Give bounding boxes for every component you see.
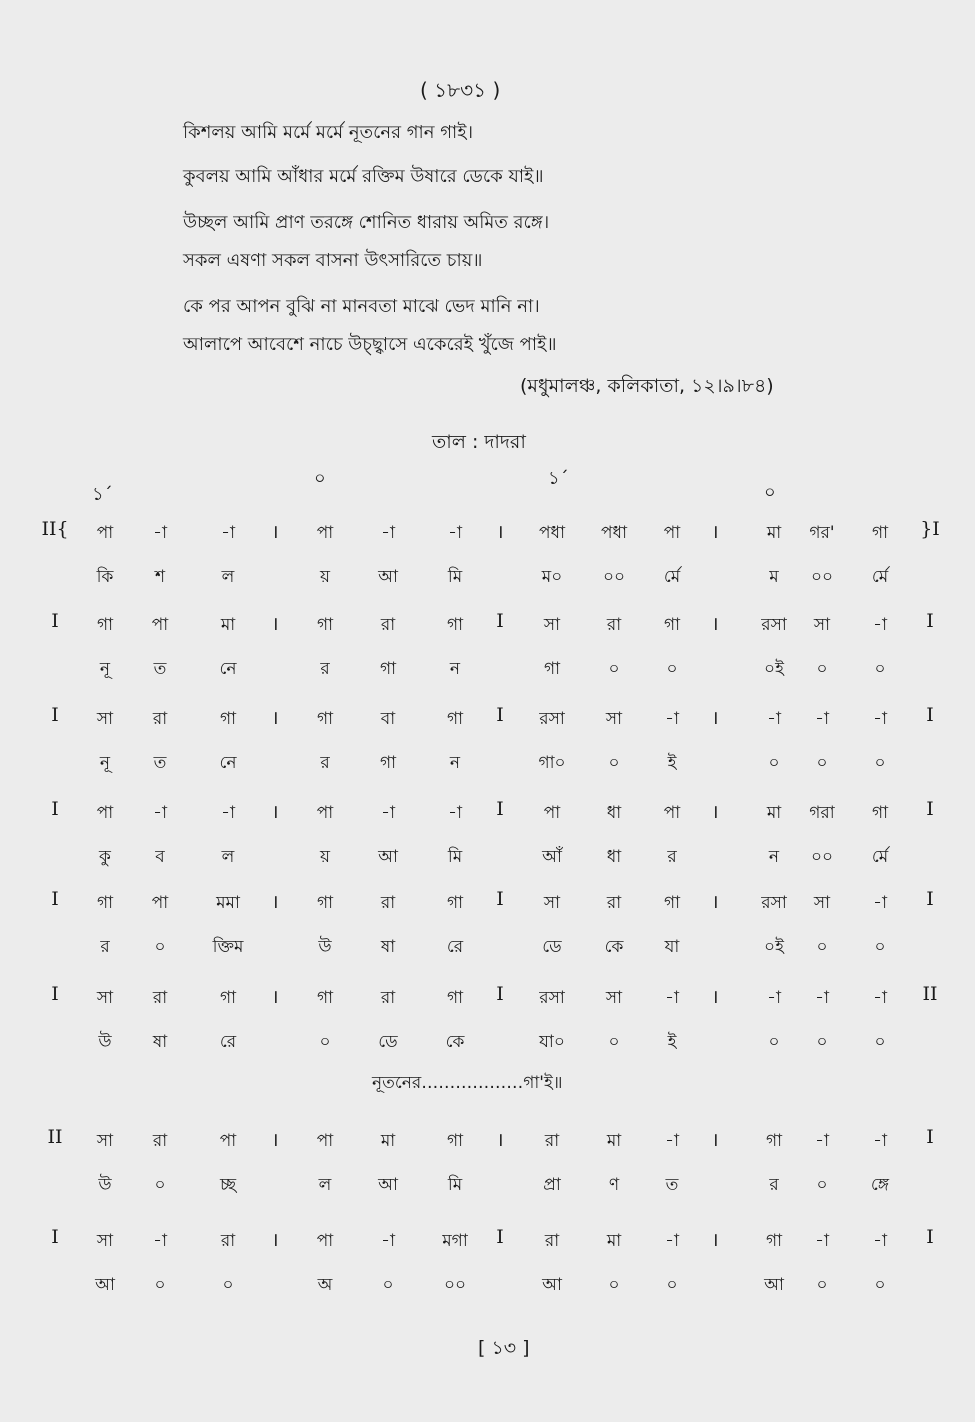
lyric-cell: চ্ছ bbox=[219, 1175, 237, 1195]
bar-line: । bbox=[711, 891, 719, 913]
lyric-cell: নে bbox=[219, 659, 237, 679]
note-cell: -া bbox=[767, 988, 781, 1008]
lyric-cell: ল bbox=[221, 567, 235, 587]
note-cell: গা bbox=[663, 615, 681, 635]
note-cell: গা bbox=[446, 615, 464, 635]
lyric-cell: নে bbox=[219, 753, 237, 773]
lyric-cell: ০০ bbox=[810, 567, 834, 587]
row-end-marker: II bbox=[922, 983, 938, 1005]
lyric-cell: ০ bbox=[154, 937, 166, 957]
note-cell: -া bbox=[153, 803, 167, 823]
poem-line: কুবলয় আমি আঁধার মর্মে রক্তিম উষারে ডেকে যাই॥ bbox=[183, 166, 544, 187]
note-cell: পা bbox=[316, 1231, 334, 1251]
bar-line: । bbox=[271, 521, 279, 543]
tala-heading: তাল : দাদরা bbox=[432, 431, 526, 453]
lyric-cell: ০ bbox=[222, 1275, 234, 1295]
lyric-cell: ০ bbox=[666, 659, 678, 679]
note-cell: -া bbox=[873, 988, 887, 1008]
lyric-cell: ০ bbox=[874, 753, 886, 773]
lyric-cell: ০ bbox=[608, 659, 620, 679]
lyric-cell: অ bbox=[317, 1275, 333, 1295]
lyric-cell: র bbox=[320, 753, 330, 773]
lyric-cell: আ bbox=[378, 567, 398, 587]
lyric-cell: প্রা bbox=[543, 1175, 561, 1195]
note-cell: সা bbox=[96, 709, 114, 729]
note-cell: মগা bbox=[442, 1231, 468, 1251]
note-cell: পা bbox=[316, 523, 334, 543]
note-cell: রা bbox=[220, 1231, 236, 1251]
lyric-cell: ত bbox=[665, 1175, 679, 1195]
lyric-cell: ০০ bbox=[602, 567, 626, 587]
note-cell: রসা bbox=[539, 988, 565, 1008]
row-end-marker: I bbox=[926, 704, 934, 726]
lyric-cell: ক্তিম bbox=[212, 937, 244, 957]
lyric-cell: ০ bbox=[608, 1032, 620, 1052]
lyric-cell: ০ bbox=[874, 937, 886, 957]
poem-line: কে পর আপন বুঝি না মানবতা মাঝে ভেদ মানি না। bbox=[183, 296, 540, 317]
note-cell: রা bbox=[544, 1131, 560, 1151]
row-end-marker: I bbox=[926, 610, 934, 632]
note-cell: রসা bbox=[761, 615, 787, 635]
bar-line: । bbox=[271, 707, 279, 729]
bar-line: I bbox=[496, 610, 504, 632]
lyric-cell: ডে bbox=[542, 937, 562, 957]
note-cell: রসা bbox=[761, 893, 787, 913]
lyric-cell: ষা bbox=[152, 1032, 168, 1052]
note-cell: গা bbox=[765, 1231, 783, 1251]
bar-line: । bbox=[711, 801, 719, 823]
lyric-cell: ণ bbox=[608, 1175, 620, 1195]
lyric-cell: গা bbox=[379, 753, 397, 773]
note-cell: -া bbox=[448, 803, 462, 823]
lyric-cell: র্মে bbox=[871, 567, 889, 587]
lyric-cell: য় bbox=[319, 567, 330, 587]
lyric-cell: গা০ bbox=[538, 753, 566, 773]
bar-line: । bbox=[711, 986, 719, 1008]
bar-line: । bbox=[711, 1129, 719, 1151]
note-cell: -া bbox=[221, 803, 235, 823]
note-cell: মমা bbox=[216, 893, 240, 913]
lyric-cell: রে bbox=[446, 937, 464, 957]
bar-line: । bbox=[271, 613, 279, 635]
row-start-marker: I bbox=[51, 704, 59, 726]
note-cell: পা bbox=[151, 893, 169, 913]
lyric-cell: কি bbox=[96, 567, 114, 587]
lyric-cell: উ bbox=[98, 1032, 112, 1052]
lyric-cell: আ bbox=[542, 1275, 562, 1295]
note-cell: -া bbox=[815, 1231, 829, 1251]
lyric-cell: ০ bbox=[319, 1032, 331, 1052]
lyric-cell: র্মে bbox=[871, 847, 889, 867]
lyric-cell: ০ bbox=[816, 937, 828, 957]
note-cell: গা bbox=[96, 615, 114, 635]
lyric-cell: ল bbox=[318, 1175, 332, 1195]
note-cell: -া bbox=[815, 988, 829, 1008]
lyric-cell: ০ bbox=[382, 1275, 394, 1295]
note-cell: গা bbox=[765, 1131, 783, 1151]
page-number: ( ১৮৩১ ) bbox=[420, 78, 501, 102]
bar-line: । bbox=[496, 521, 504, 543]
bar-line: । bbox=[271, 1229, 279, 1251]
poem-line: সকল এষণা সকল বাসনা উৎসারিতে চায়॥ bbox=[183, 250, 483, 271]
row-end-marker: I bbox=[926, 1126, 934, 1148]
lyric-cell: ত bbox=[153, 659, 167, 679]
lyric-cell: নূ bbox=[99, 659, 111, 679]
note-cell: সা bbox=[96, 1231, 114, 1251]
lyric-cell: ০ bbox=[874, 1275, 886, 1295]
note-cell: গা bbox=[446, 709, 464, 729]
row-end-marker: I bbox=[926, 888, 934, 910]
row-start-marker: II{ bbox=[41, 518, 69, 540]
note-cell: বা bbox=[380, 709, 396, 729]
source-citation: (মধুমালঞ্চ, কলিকাতা, ১২।৯।৮৪) bbox=[520, 375, 774, 397]
note-cell: রা bbox=[544, 1231, 560, 1251]
bar-line: । bbox=[711, 707, 719, 729]
beat-mark: ০ bbox=[314, 468, 326, 489]
lyric-cell: ই bbox=[667, 753, 677, 773]
lyric-cell: আঁ bbox=[542, 847, 562, 867]
note-cell: -া bbox=[873, 893, 887, 913]
lyric-cell: ০ bbox=[768, 753, 780, 773]
bar-line: I bbox=[496, 1226, 504, 1248]
note-cell: পা bbox=[543, 803, 561, 823]
lyric-cell: র bbox=[100, 937, 110, 957]
lyric-cell: ০ bbox=[816, 753, 828, 773]
note-cell: -া bbox=[815, 709, 829, 729]
lyric-cell: গা bbox=[543, 659, 561, 679]
note-cell: সা bbox=[96, 988, 114, 1008]
note-cell: গরা bbox=[809, 803, 835, 823]
bar-line: I bbox=[496, 704, 504, 726]
note-cell: গা bbox=[871, 803, 889, 823]
lyric-cell: ০ bbox=[608, 1275, 620, 1295]
note-cell: গা bbox=[219, 709, 237, 729]
note-cell: গা bbox=[871, 523, 889, 543]
note-cell: গা bbox=[316, 893, 334, 913]
note-cell: -া bbox=[153, 523, 167, 543]
row-start-marker: I bbox=[51, 798, 59, 820]
lyric-cell: ০ bbox=[666, 1275, 678, 1295]
note-cell: পা bbox=[663, 803, 681, 823]
lyric-cell: র bbox=[320, 659, 330, 679]
bar-line: । bbox=[271, 1129, 279, 1151]
lyric-cell: ধা bbox=[606, 847, 622, 867]
note-cell: পা bbox=[316, 1131, 334, 1151]
lyric-cell: ন bbox=[768, 847, 780, 867]
lyric-cell: ০ bbox=[154, 1175, 166, 1195]
lyric-cell: ০ই bbox=[764, 937, 784, 957]
note-cell: গা bbox=[316, 615, 334, 635]
note-cell: রা bbox=[606, 615, 622, 635]
row-end-marker: }I bbox=[920, 518, 940, 540]
note-cell: -া bbox=[381, 523, 395, 543]
lyric-cell: মি bbox=[447, 1175, 463, 1195]
note-cell: গা bbox=[446, 988, 464, 1008]
bar-line: I bbox=[496, 798, 504, 820]
note-cell: ধা bbox=[606, 803, 622, 823]
note-cell: সা bbox=[605, 709, 623, 729]
lyric-cell: ম০ bbox=[541, 567, 563, 587]
note-cell: সা bbox=[813, 893, 831, 913]
note-cell: গা bbox=[316, 709, 334, 729]
note-cell: মা bbox=[766, 523, 782, 543]
note-cell: রা bbox=[380, 615, 396, 635]
lyric-cell: মি bbox=[447, 847, 463, 867]
lyric-cell: ল bbox=[221, 847, 235, 867]
lyric-cell: যা bbox=[664, 937, 680, 957]
row-end-marker: I bbox=[926, 1226, 934, 1248]
lyric-cell: ই bbox=[667, 1032, 677, 1052]
lyric-cell: ঙ্গে bbox=[870, 1175, 890, 1195]
note-cell: রা bbox=[152, 709, 168, 729]
bar-line: । bbox=[271, 986, 279, 1008]
note-cell: গা bbox=[219, 988, 237, 1008]
note-cell: -া bbox=[873, 1131, 887, 1151]
row-start-marker: I bbox=[51, 888, 59, 910]
note-cell: -া bbox=[221, 523, 235, 543]
note-cell: মা bbox=[380, 1131, 396, 1151]
lyric-cell: মি bbox=[447, 567, 463, 587]
lyric-cell: ০০ bbox=[443, 1275, 467, 1295]
lyric-cell: ন bbox=[449, 753, 461, 773]
lyric-cell: গা bbox=[379, 659, 397, 679]
note-cell: -া bbox=[815, 1131, 829, 1151]
bar-line: I bbox=[496, 983, 504, 1005]
lyric-cell: ০ bbox=[874, 659, 886, 679]
lyric-cell: ডে bbox=[378, 1032, 398, 1052]
note-cell: পা bbox=[316, 803, 334, 823]
note-cell: -া bbox=[153, 1231, 167, 1251]
note-cell: রা bbox=[152, 988, 168, 1008]
row-start-marker: II bbox=[47, 1126, 63, 1148]
lyric-cell: ০ bbox=[816, 1032, 828, 1052]
poem-line: উচ্ছল আমি প্রাণ তরঙ্গে শোনিত ধারায় অমিত রঙ্গে। bbox=[183, 212, 550, 233]
note-cell: -া bbox=[873, 615, 887, 635]
lyric-cell: ০ bbox=[816, 1175, 828, 1195]
note-cell: গা bbox=[316, 988, 334, 1008]
bar-line: । bbox=[271, 801, 279, 823]
footer-page-number: [ ১৩ ] bbox=[478, 1337, 530, 1359]
lyric-cell: রে bbox=[219, 1032, 237, 1052]
note-cell: পধা bbox=[601, 523, 627, 543]
note-cell: মা bbox=[220, 615, 236, 635]
beat-mark: ১´ bbox=[92, 484, 113, 505]
lyric-cell: ত bbox=[153, 753, 167, 773]
lyric-cell: আ bbox=[378, 847, 398, 867]
note-cell: পা bbox=[663, 523, 681, 543]
lyric-cell: আ bbox=[95, 1275, 115, 1295]
note-cell: -া bbox=[873, 1231, 887, 1251]
lyric-cell: র্মে bbox=[663, 567, 681, 587]
row-start-marker: I bbox=[51, 983, 59, 1005]
refrain-line: নূতনের………………গা'ই॥ bbox=[372, 1073, 563, 1093]
note-cell: রা bbox=[606, 893, 622, 913]
lyric-cell: ন bbox=[449, 659, 461, 679]
lyric-cell: উ bbox=[318, 937, 332, 957]
lyric-cell: ০ই bbox=[764, 659, 784, 679]
note-cell: রা bbox=[152, 1131, 168, 1151]
note-cell: -া bbox=[665, 709, 679, 729]
lyric-cell: র bbox=[769, 1175, 779, 1195]
note-cell: মা bbox=[606, 1131, 622, 1151]
note-cell: মা bbox=[606, 1231, 622, 1251]
beat-mark: ১´ bbox=[548, 468, 569, 489]
note-cell: -া bbox=[381, 1231, 395, 1251]
note-cell: গা bbox=[663, 893, 681, 913]
lyric-cell: ০ bbox=[816, 659, 828, 679]
note-cell: গা bbox=[446, 893, 464, 913]
poem-line: আলাপে আবেশে নাচে উচ্ছ্বাসে একেরেই খুঁজে পাই॥ bbox=[183, 334, 557, 355]
note-cell: পা bbox=[219, 1131, 237, 1151]
row-start-marker: I bbox=[51, 1226, 59, 1248]
lyric-cell: উ bbox=[98, 1175, 112, 1195]
bar-line: । bbox=[711, 521, 719, 543]
lyric-cell: যা০ bbox=[539, 1032, 565, 1052]
note-cell: পা bbox=[96, 523, 114, 543]
lyric-cell: ম bbox=[769, 567, 779, 587]
lyric-cell: ০ bbox=[816, 1275, 828, 1295]
lyric-cell: ০০ bbox=[810, 847, 834, 867]
lyric-cell: কে bbox=[445, 1032, 465, 1052]
lyric-cell: ০ bbox=[768, 1032, 780, 1052]
note-cell: -া bbox=[448, 523, 462, 543]
row-start-marker: I bbox=[51, 610, 59, 632]
note-cell: সা bbox=[96, 1131, 114, 1151]
lyric-cell: আ bbox=[764, 1275, 784, 1295]
lyric-cell: শ bbox=[154, 567, 166, 587]
bar-line: I bbox=[496, 888, 504, 910]
lyric-cell: ষা bbox=[380, 937, 396, 957]
note-cell: -া bbox=[665, 988, 679, 1008]
note-cell: গা bbox=[446, 1131, 464, 1151]
note-cell: -া bbox=[665, 1131, 679, 1151]
lyric-cell: কে bbox=[604, 937, 624, 957]
lyric-cell: র bbox=[667, 847, 677, 867]
note-cell: রা bbox=[380, 988, 396, 1008]
lyric-cell: কু bbox=[99, 847, 111, 867]
note-cell: সা bbox=[813, 615, 831, 635]
lyric-cell: ০ bbox=[874, 1032, 886, 1052]
lyric-cell: ব bbox=[155, 847, 165, 867]
beat-mark: ০ bbox=[764, 482, 776, 503]
note-cell: পা bbox=[96, 803, 114, 823]
note-cell: রসা bbox=[539, 709, 565, 729]
lyric-cell: ০ bbox=[608, 753, 620, 773]
poem-line: কিশলয় আমি মর্মে মর্মে নূতনের গান গাই। bbox=[183, 122, 474, 143]
note-cell: -া bbox=[767, 709, 781, 729]
note-cell: -া bbox=[873, 709, 887, 729]
note-cell: সা bbox=[605, 988, 623, 1008]
note-cell: সা bbox=[543, 615, 561, 635]
note-cell: গর' bbox=[809, 523, 835, 543]
lyric-cell: ০ bbox=[154, 1275, 166, 1295]
bar-line: । bbox=[496, 1129, 504, 1151]
note-cell: মা bbox=[766, 803, 782, 823]
note-cell: -া bbox=[381, 803, 395, 823]
lyric-cell: আ bbox=[378, 1175, 398, 1195]
note-cell: রা bbox=[380, 893, 396, 913]
note-cell: পা bbox=[151, 615, 169, 635]
lyric-cell: নূ bbox=[99, 753, 111, 773]
bar-line: । bbox=[711, 1229, 719, 1251]
bar-line: । bbox=[271, 891, 279, 913]
note-cell: সা bbox=[543, 893, 561, 913]
note-cell: -া bbox=[665, 1231, 679, 1251]
row-end-marker: I bbox=[926, 798, 934, 820]
bar-line: । bbox=[711, 613, 719, 635]
note-cell: গা bbox=[96, 893, 114, 913]
lyric-cell: য় bbox=[319, 847, 330, 867]
note-cell: পধা bbox=[539, 523, 565, 543]
